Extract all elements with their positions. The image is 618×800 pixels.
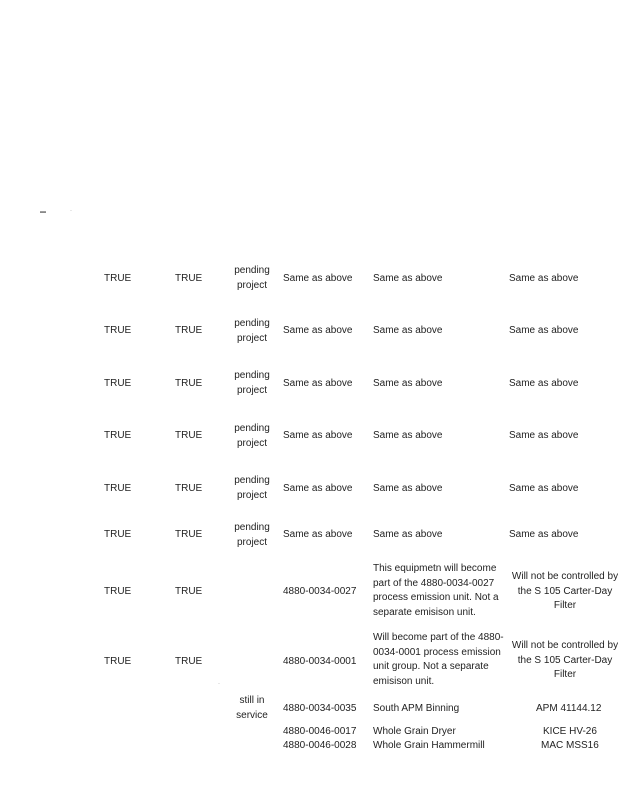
cell-col-b: TRUE xyxy=(175,483,203,494)
cell-col-b: TRUE xyxy=(175,378,203,389)
cell-control: KICE HV-26 xyxy=(543,726,597,737)
cell-control: Same as above xyxy=(509,378,579,389)
scan-speck: · xyxy=(218,681,220,687)
cell-col-a: TRUE xyxy=(104,378,132,389)
cell-col-a: TRUE xyxy=(104,586,132,597)
cell-description: Will become part of the 4880-0034-0001 process emission unit group. Not a separate emisison unit. xyxy=(373,632,504,687)
cell-description: Whole Grain Hammermill xyxy=(373,740,485,751)
cell-col-b: TRUE xyxy=(175,586,203,597)
cell-status: pending project xyxy=(234,423,270,449)
cell-col-a: TRUE xyxy=(104,656,132,667)
cell-control: Same as above xyxy=(509,273,579,284)
cell-status: pending project xyxy=(234,475,270,501)
cell-description: Same as above xyxy=(373,325,443,336)
cell-control: Will not be controlled by the S 105 Carter-Day Filter xyxy=(511,571,618,611)
cell-status: pending project xyxy=(234,522,270,548)
cell-control: APM 41144.12 xyxy=(536,703,602,714)
cell-description: Same as above xyxy=(373,483,443,494)
cell-control: MAC MSS16 xyxy=(541,740,599,751)
cell-control: Will not be controlled by the S 105 Carter-Day Filter xyxy=(511,640,618,680)
scan-speck: ▬ xyxy=(40,209,46,215)
cell-col-b: TRUE xyxy=(175,273,203,284)
cell-emission-unit: Same as above xyxy=(283,430,353,441)
cell-col-a: TRUE xyxy=(104,529,132,540)
cell-emission-unit: Same as above xyxy=(283,529,353,540)
cell-description: Same as above xyxy=(373,430,443,441)
scan-speck: · xyxy=(70,208,72,214)
cell-col-b: TRUE xyxy=(175,430,203,441)
cell-emission-unit: Same as above xyxy=(283,483,353,494)
cell-emission-unit: 4880-0034-0001 xyxy=(283,656,357,667)
cell-col-a: TRUE xyxy=(104,483,132,494)
cell-status: pending project xyxy=(234,370,270,396)
cell-control: Same as above xyxy=(509,325,579,336)
cell-control: Same as above xyxy=(509,529,579,540)
cell-col-b: TRUE xyxy=(175,529,203,540)
cell-emission-unit: 4880-0034-0027 xyxy=(283,586,357,597)
cell-col-b: TRUE xyxy=(175,325,203,336)
cell-emission-unit: Same as above xyxy=(283,378,353,389)
cell-emission-unit: 4880-0046-0017 xyxy=(283,726,357,737)
cell-col-b: TRUE xyxy=(175,656,203,667)
cell-col-a: TRUE xyxy=(104,325,132,336)
cell-description: Same as above xyxy=(373,273,443,284)
cell-status: pending project xyxy=(234,318,270,344)
cell-emission-unit: 4880-0034-0035 xyxy=(283,703,357,714)
cell-description: Same as above xyxy=(373,529,443,540)
cell-col-a: TRUE xyxy=(104,430,132,441)
cell-description: Same as above xyxy=(373,378,443,389)
cell-emission-unit: Same as above xyxy=(283,273,353,284)
cell-control: Same as above xyxy=(509,430,579,441)
cell-status: pending project xyxy=(234,265,270,291)
cell-control: Same as above xyxy=(509,483,579,494)
cell-description: Whole Grain Dryer xyxy=(373,726,456,737)
cell-description: South APM Binning xyxy=(373,703,460,714)
cell-emission-unit: Same as above xyxy=(283,325,353,336)
cell-col-a: TRUE xyxy=(104,273,132,284)
cell-emission-unit: 4880-0046-0028 xyxy=(283,740,357,751)
cell-status: still in service xyxy=(236,695,268,721)
cell-description: This equipmetn will become part of the 4880-0034-0027 process emission unit. Not a separate emisison unit. xyxy=(373,563,499,618)
